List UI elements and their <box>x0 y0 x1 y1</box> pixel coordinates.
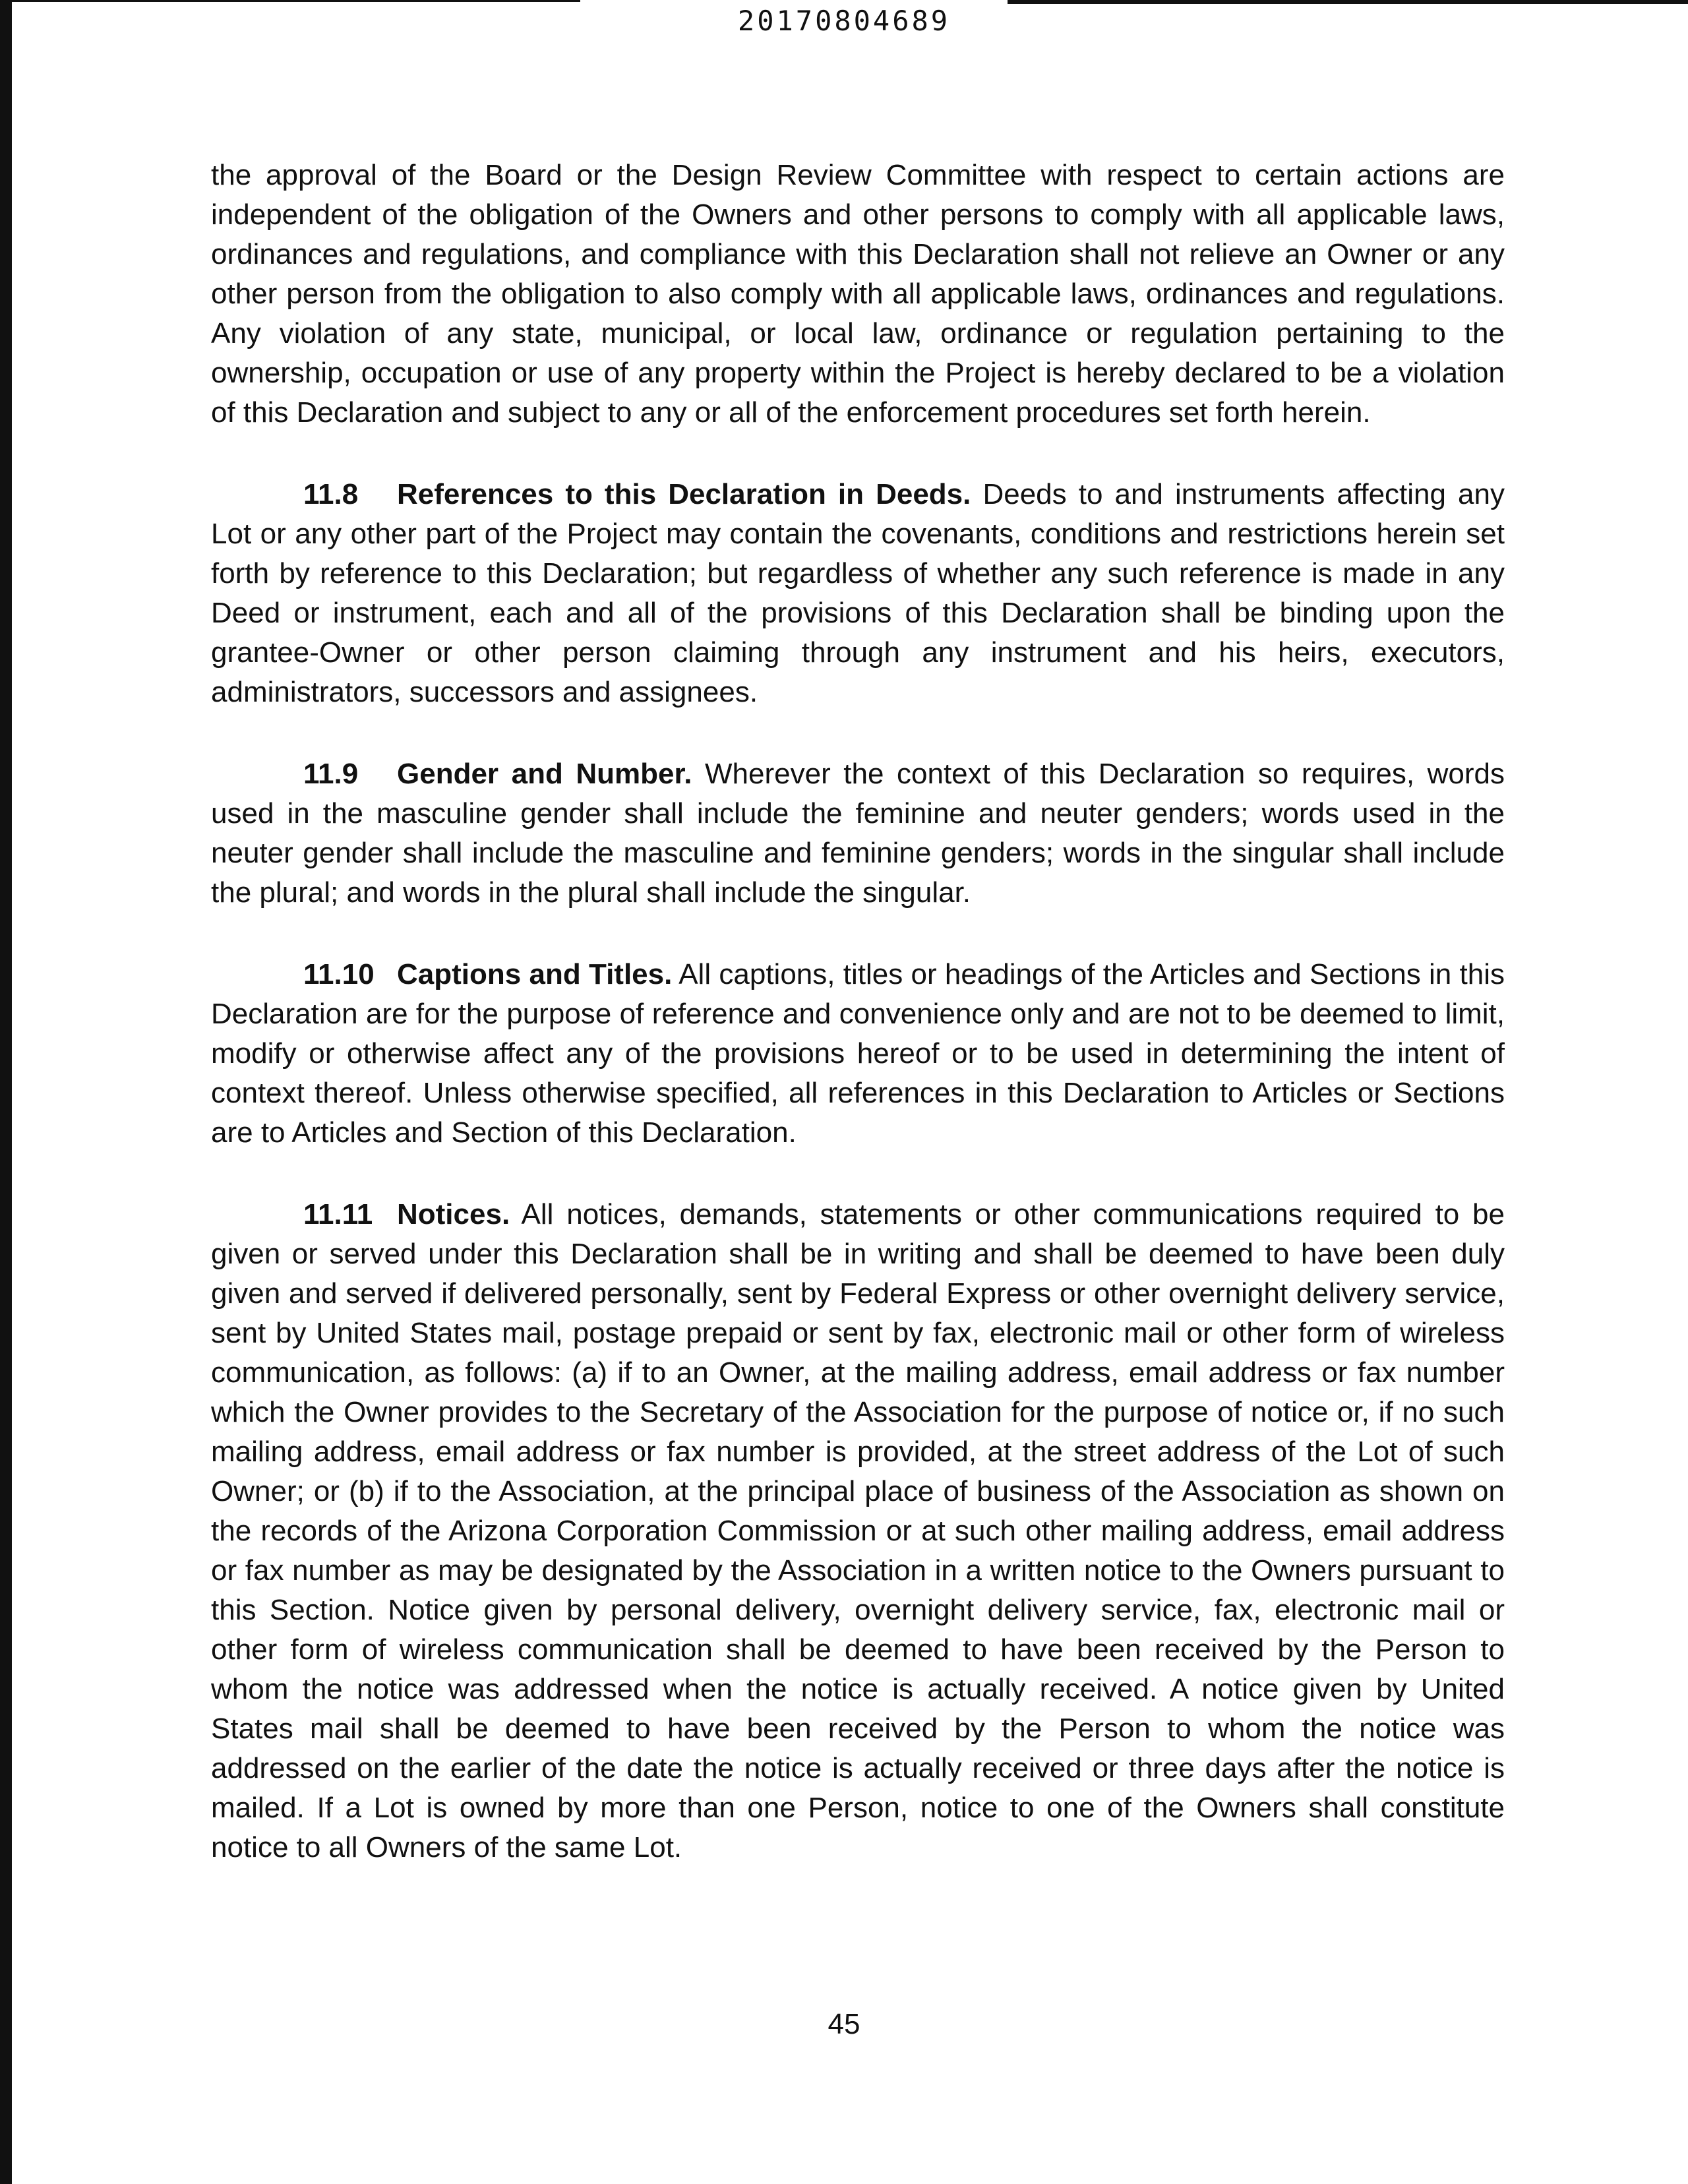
document-body <box>211 156 1505 1910</box>
section-11-8 <box>211 475 1505 712</box>
section-11-10 <box>211 955 1505 1153</box>
section-number: 11.8 <box>303 478 359 510</box>
section-heading: References to this Declaration in Deeds. <box>397 478 971 510</box>
section-text: Wherever the context of this Declaration so requires, words used in the masculine gender shall include the feminine and neuter genders; words used in the neuter gender shall include the masculine and feminine genders; words in the singular shall include the plural; and words in the plural shall include the singular. <box>211 758 1505 909</box>
section-text: Deeds to and instruments affecting any Lot or any other part of the Project may contain the covenants, conditions and restrictions herein set forth by reference to this Declaration; but regardless of whether any such reference is made in any Deed or instrument, each and all of the provisions of this Declaration shall be binding upon the grantee-Owner or other person claiming through any instrument and his heirs, executors, administrators, successors and assignees. <box>211 478 1505 708</box>
page-number: 45 <box>828 2008 860 2040</box>
section-number: 11.9 <box>303 758 359 790</box>
section-heading: Captions and Titles. <box>397 958 673 990</box>
section-11-9 <box>211 754 1505 913</box>
section-heading: Notices. <box>397 1198 510 1230</box>
section-number: 11.10 <box>303 958 375 990</box>
paragraph-continuation <box>211 156 1505 433</box>
section-number: 11.11 <box>303 1198 373 1230</box>
scan-edge-bar <box>0 0 12 2184</box>
section-text: All notices, demands, statements or other communications required to be given or served under this Declaration shall be in writing and shall be deemed to have been duly given and served if delivered personally, sent by Federal Express or other overnight delivery service, sent by United States mail, postage prepaid or sent by fax, electronic mail or other form of wireless communication, as follows: (a) if to an Owner, at the mailing address, email address or fax number which the Owner provides to the Secretary of the Association for the purpose of notice or, if no such mailing address, email address or fax number is provided, at the street address of the Lot of such Owner; or (b) if to the Association, at the principal place of business of the Association as shown on the records of the Arizona Corporation Commission or at such other mailing address, email address or fax number as may be designated by the Association in a written notice to the Owners pursuant to this Section. Notice given by personal delivery, overnight delivery service, fax, electronic mail or other form of wireless communication shall be deemed to have been received by the Person to whom the notice was addressed when the notice is actually received. A notice given by United States mail shall be deemed to have been received by the Person to whom the notice was addressed on the earlier of the date the notice is actually received or three days after the notice is mailed. If a Lot is owned by more than one Person, notice to one of the Owners shall constitute notice to all Owners of the same Lot. <box>211 1198 1505 1864</box>
section-text: All captions, titles or headings of the Articles and Sections in this Declaration are for the purpose of reference and convenience only and are not to be deemed to limit, modify or otherwise affect any of the provisions hereof or to be used in determining the intent of context thereof. Unless otherwise specified, all references in this Declaration to Articles or Sections are to Articles and Section of this Declaration. <box>211 958 1505 1149</box>
section-heading: Gender and Number. <box>397 758 692 790</box>
paragraph-text: the approval of the Board or the Design Review Committee with respect to certain actions are independent of the obligation of the Owners and other persons to comply with all applicable laws, ordinances and regulations, and compliance with this Declaration shall not relieve an Owner or any other person from the obligation to also comply with all applicable laws, ordinances and regulations. Any violation of any state, municipal, or local law, ordinance or regulation pertaining to the ownership, occupation or use of any property within the Project is hereby declared to be a violation of this Declaration and subject to any or all of the enforcement procedures set forth herein. <box>211 159 1505 429</box>
section-11-11 <box>211 1195 1505 1867</box>
document-number: 20170804689 <box>737 5 951 37</box>
